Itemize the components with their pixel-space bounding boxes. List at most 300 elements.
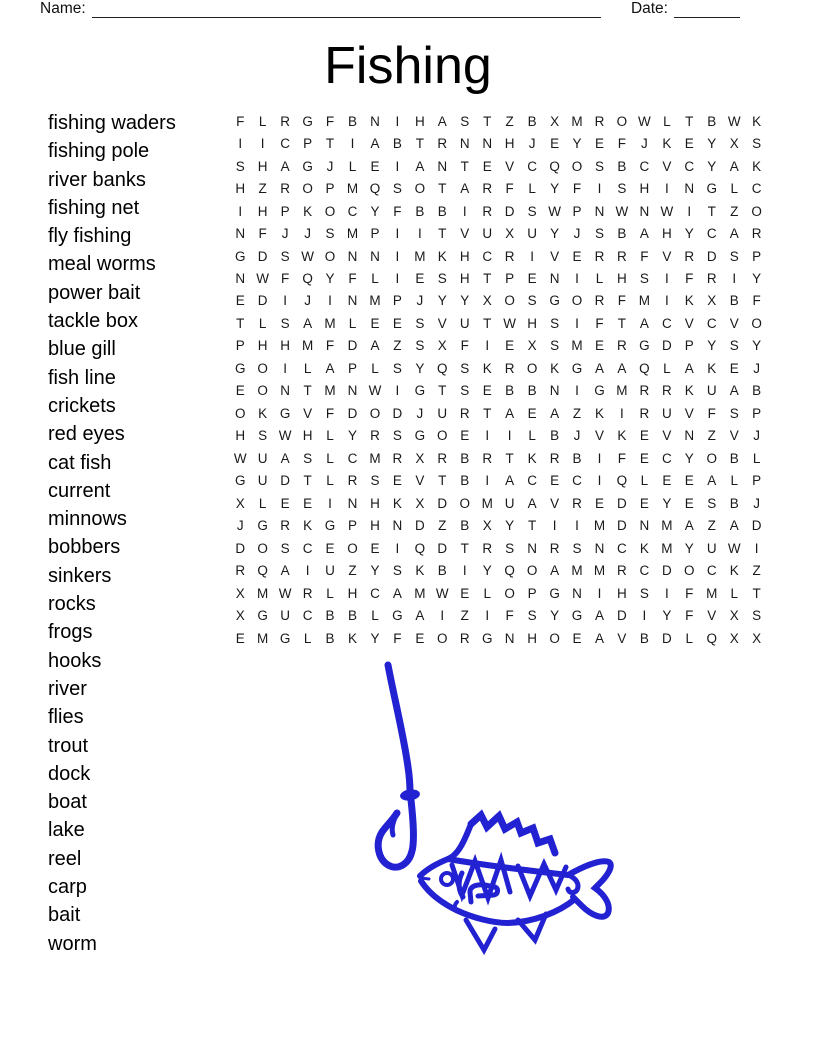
grid-letter: G <box>571 360 583 376</box>
grid-letter: Y <box>707 136 717 152</box>
grid-letter: A <box>325 360 335 376</box>
grid-letter: O <box>526 360 538 376</box>
grid-letter: V <box>662 428 672 444</box>
grid-letter: C <box>527 158 537 174</box>
grid-letter: F <box>505 181 514 197</box>
grid-letter: B <box>460 450 470 466</box>
grid-letter: N <box>347 293 358 309</box>
grid-letter: C <box>347 203 358 219</box>
grid-letter: A <box>594 608 604 624</box>
grid-letter: I <box>395 248 400 264</box>
grid-letter: A <box>370 136 380 152</box>
grid-letter: G <box>639 338 650 354</box>
grid-letter: K <box>258 405 268 421</box>
grid-letter: D <box>504 203 515 219</box>
grid-letter: J <box>281 226 289 242</box>
grid-letter: R <box>370 428 380 444</box>
grid-letter: O <box>616 113 628 129</box>
grid-letter: B <box>505 383 515 399</box>
grid-letter: K <box>392 495 402 511</box>
word-list-item: cat fish <box>48 451 112 474</box>
grid-letter: B <box>752 383 762 399</box>
grid-letter: F <box>685 585 694 601</box>
word-list <box>48 109 228 958</box>
grid-letter: I <box>485 473 490 489</box>
grid-letter: I <box>260 136 265 152</box>
grid-letter: E <box>415 271 425 287</box>
grid-letter: C <box>572 473 582 489</box>
grid-letter: I <box>395 271 400 287</box>
grid-letter: I <box>395 383 400 399</box>
grid-letter: A <box>707 473 717 489</box>
grid-letter: B <box>527 383 537 399</box>
grid-letter: M <box>661 518 673 534</box>
grid-letter: I <box>575 271 579 287</box>
grid-letter: S <box>325 226 335 242</box>
grid-letter: I <box>597 450 602 466</box>
grid-letter: A <box>729 158 739 174</box>
grid-letter: D <box>661 563 672 579</box>
grid-letter: N <box>437 158 448 174</box>
grid-letter: D <box>392 405 403 421</box>
grid-letter: V <box>662 248 672 264</box>
grid-letter: H <box>617 271 627 287</box>
grid-letter: S <box>527 293 537 309</box>
grid-letter: B <box>347 608 357 624</box>
grid-letter: F <box>595 315 604 331</box>
grid-letter: P <box>370 226 380 242</box>
grid-letter: R <box>280 181 290 197</box>
grid-letter: S <box>392 428 402 444</box>
grid-letter: G <box>234 360 246 376</box>
grid-letter: K <box>752 158 762 174</box>
grid-letter: M <box>324 315 336 331</box>
grid-letter: D <box>347 405 358 421</box>
grid-letter: Y <box>370 203 380 219</box>
grid-letter: L <box>483 585 491 601</box>
grid-letter: T <box>415 136 424 152</box>
grid-letter: O <box>257 360 268 376</box>
name-blank-line[interactable] <box>92 2 601 18</box>
grid-letter: M <box>638 293 650 309</box>
grid-letter: E <box>505 338 515 354</box>
grid-letter: E <box>550 473 560 489</box>
grid-letter: M <box>414 585 426 601</box>
word-list-item: bait <box>48 904 81 927</box>
grid-letter: E <box>527 405 537 421</box>
grid-letter: W <box>638 113 651 129</box>
grid-letter: H <box>235 181 246 197</box>
grid-letter: L <box>258 315 267 331</box>
grid-letter: E <box>370 315 380 331</box>
grid-letter: E <box>639 450 649 466</box>
grid-letter: T <box>505 450 514 466</box>
grid-letter: I <box>507 428 512 444</box>
grid-letter: Q <box>639 360 650 376</box>
fish-icon <box>420 815 611 950</box>
grid-letter: G <box>594 383 605 399</box>
grid-letter: C <box>639 563 650 579</box>
grid-letter: S <box>280 540 290 556</box>
grid-letter: A <box>617 360 627 376</box>
grid-letter: W <box>503 315 517 331</box>
grid-letter: A <box>684 518 694 534</box>
grid-letter: F <box>281 271 290 287</box>
grid-letter: E <box>325 540 335 556</box>
grid-letter: Z <box>348 563 357 579</box>
word-list-item: rocks <box>48 593 96 616</box>
grid-letter: L <box>730 585 738 601</box>
grid-letter: T <box>483 271 492 287</box>
grid-letter: A <box>550 563 560 579</box>
grid-letter: B <box>347 113 357 129</box>
grid-letter: J <box>416 405 424 421</box>
grid-letter: S <box>527 203 537 219</box>
grid-letter: V <box>415 473 425 489</box>
grid-letter: F <box>460 338 469 354</box>
grid-letter: C <box>617 540 627 556</box>
grid-letter: H <box>280 338 290 354</box>
grid-letter: R <box>617 248 627 264</box>
grid-letter: U <box>459 315 470 331</box>
grid-letter: B <box>729 450 739 466</box>
grid-letter: I <box>395 158 400 174</box>
grid-letter: Q <box>414 540 426 556</box>
grid-letter: K <box>684 293 694 309</box>
grid-letter: J <box>304 226 311 242</box>
grid-letter: U <box>325 563 335 579</box>
grid-letter: J <box>528 136 536 152</box>
grid-letter: S <box>639 585 649 601</box>
grid-letter: D <box>280 473 290 489</box>
grid-letter: C <box>661 315 672 331</box>
grid-letter: A <box>639 315 649 331</box>
grid-letter: H <box>257 338 268 354</box>
word-list-item: worm <box>48 932 97 955</box>
grid-letter: I <box>754 540 759 556</box>
grid-letter: X <box>550 113 560 129</box>
grid-letter: F <box>348 271 357 287</box>
grid-letter: Z <box>707 518 716 534</box>
grid-letter: M <box>369 450 381 466</box>
grid-letter: O <box>504 293 515 309</box>
grid-letter: A <box>729 383 739 399</box>
grid-letter: E <box>662 473 672 489</box>
grid-letter: M <box>616 383 628 399</box>
grid-letter: K <box>415 563 425 579</box>
word-list-item: current <box>48 479 111 502</box>
grid-letter: O <box>302 181 313 197</box>
grid-letter: M <box>593 563 606 579</box>
grid-letter: M <box>301 338 314 354</box>
grid-letter: D <box>617 518 627 534</box>
grid-letter: W <box>233 450 247 466</box>
grid-letter: M <box>324 383 336 399</box>
grid-letter: E <box>684 136 694 152</box>
grid-letter: H <box>347 585 358 601</box>
grid-letter: V <box>550 495 560 511</box>
grid-letter: X <box>482 293 492 309</box>
grid-letter: E <box>303 495 313 511</box>
grid-letter: L <box>326 473 334 489</box>
grid-letter: S <box>729 338 739 354</box>
grid-letter: A <box>370 338 380 354</box>
grid-letter: A <box>639 226 649 242</box>
grid-letter: R <box>504 248 515 264</box>
grid-letter: T <box>460 158 469 174</box>
grid-letter: S <box>572 540 582 556</box>
grid-letter: K <box>482 360 492 376</box>
grid-letter: F <box>258 226 267 242</box>
grid-letter: E <box>639 495 649 511</box>
grid-letter: L <box>326 428 334 444</box>
grid-letter: E <box>639 428 649 444</box>
grid-letter: D <box>706 248 717 264</box>
grid-letter: C <box>482 248 493 264</box>
grid-letter: T <box>438 383 447 399</box>
grid-letter: R <box>706 271 717 287</box>
grid-letter: C <box>661 450 672 466</box>
grid-letter: B <box>325 630 335 646</box>
word-list-item: power bait <box>48 281 141 304</box>
grid-letter: E <box>482 383 492 399</box>
grid-letter: J <box>326 158 334 174</box>
grid-letter: R <box>684 248 695 264</box>
grid-letter: G <box>324 518 336 534</box>
grid-letter: J <box>416 293 424 309</box>
grid-letter: F <box>707 405 716 421</box>
grid-letter: K <box>347 630 357 646</box>
word-list-item: dock <box>48 762 91 785</box>
grid-letter: N <box>347 495 358 511</box>
grid-letter: Y <box>505 518 515 534</box>
grid-letter: Z <box>258 181 267 197</box>
grid-letter: P <box>392 293 402 309</box>
word-list-item: meal worms <box>48 253 156 276</box>
grid-letter: F <box>505 608 514 624</box>
grid-letter: L <box>371 271 379 287</box>
grid-letter: Q <box>549 158 560 174</box>
grid-letter: A <box>280 563 290 579</box>
grid-letter: I <box>305 563 310 579</box>
grid-letter: V <box>729 428 739 444</box>
grid-letter: S <box>594 226 604 242</box>
grid-letter: M <box>571 338 583 354</box>
grid-letter: D <box>751 518 762 534</box>
grid-letter: B <box>707 113 717 129</box>
grid-letter: I <box>620 405 624 421</box>
grid-letter: L <box>371 360 379 376</box>
grid-letter: M <box>571 563 583 579</box>
grid-letter: E <box>482 158 492 174</box>
grid-letter: N <box>504 630 515 646</box>
grid-letter: K <box>707 360 717 376</box>
grid-letter: G <box>279 405 291 421</box>
grid-letter: V <box>505 158 515 174</box>
grid-letter: I <box>328 495 332 511</box>
grid-letter: L <box>326 585 334 601</box>
grid-letter: I <box>575 315 579 331</box>
grid-letter: G <box>279 630 291 646</box>
grid-letter: J <box>573 428 581 444</box>
grid-letter: O <box>347 540 358 556</box>
grid-letter: I <box>485 338 490 354</box>
grid-letter: Y <box>707 338 717 354</box>
grid-letter: R <box>437 450 448 466</box>
grid-letter: Y <box>752 338 762 354</box>
grid-letter: E <box>392 315 402 331</box>
grid-letter: F <box>685 271 694 287</box>
date-blank-line[interactable] <box>674 2 740 18</box>
grid-letter: L <box>258 113 267 129</box>
grid-letter: Q <box>302 271 313 287</box>
grid-letter: B <box>415 203 425 219</box>
grid-letter: G <box>706 181 717 197</box>
grid-letter: E <box>684 495 694 511</box>
grid-letter: R <box>459 405 470 421</box>
word-list-item: red eyes <box>48 423 125 446</box>
grid-letter: H <box>459 271 470 287</box>
grid-letter: S <box>729 405 739 421</box>
grid-letter: N <box>684 181 695 197</box>
grid-letter: C <box>706 226 717 242</box>
grid-letter: I <box>552 518 557 534</box>
grid-letter: F <box>617 136 627 152</box>
grid-letter: I <box>575 383 579 399</box>
grid-letter: U <box>661 405 672 421</box>
grid-letter: B <box>437 203 447 219</box>
grid-letter: Q <box>504 563 515 579</box>
grid-letter: Y <box>550 226 560 242</box>
grid-letter: N <box>684 428 695 444</box>
grid-letter: H <box>370 495 380 511</box>
grid-letter: T <box>303 383 312 399</box>
grid-letter: A <box>415 608 425 624</box>
grid-letter: A <box>527 495 537 511</box>
word-list-item: fish line <box>48 366 116 389</box>
page-title: Fishing <box>324 37 492 95</box>
grid-letter: I <box>664 181 669 197</box>
grid-letter: S <box>594 158 604 174</box>
grid-letter: Y <box>550 181 560 197</box>
grid-letter: S <box>258 428 268 444</box>
word-list-item: fishing pole <box>48 140 150 163</box>
letter-grid <box>229 110 768 649</box>
grid-letter: R <box>661 383 672 399</box>
grid-letter: E <box>235 630 245 646</box>
grid-letter: Z <box>572 405 582 421</box>
grid-letter: I <box>395 113 400 129</box>
grid-letter: Q <box>257 563 268 579</box>
grid-letter: A <box>505 405 515 421</box>
grid-letter: Z <box>752 563 761 579</box>
grid-letter: N <box>347 248 358 264</box>
grid-letter: C <box>302 540 313 556</box>
grid-letter: L <box>303 630 312 646</box>
grid-letter: Y <box>482 563 492 579</box>
grid-letter: D <box>257 293 268 309</box>
grid-letter: G <box>302 113 313 129</box>
grid-letter: B <box>325 608 335 624</box>
grid-letter: L <box>663 113 671 129</box>
grid-letter: U <box>437 405 448 421</box>
grid-letter: A <box>505 473 515 489</box>
grid-letter: X <box>752 630 762 646</box>
grid-letter: N <box>370 248 380 264</box>
word-list-item: river banks <box>48 168 146 191</box>
grid-letter: H <box>661 226 672 242</box>
grid-letter: N <box>347 383 358 399</box>
grid-letter: P <box>752 473 762 489</box>
grid-letter: O <box>257 383 268 399</box>
grid-letter: S <box>280 315 290 331</box>
grid-letter: A <box>437 113 447 129</box>
grid-letter: P <box>684 338 694 354</box>
grid-letter: I <box>485 608 490 624</box>
grid-letter: P <box>572 203 582 219</box>
grid-letter: E <box>594 495 604 511</box>
grid-letter: C <box>527 473 537 489</box>
grid-letter: O <box>571 158 583 174</box>
grid-letter: F <box>325 338 335 354</box>
grid-letter: O <box>324 203 336 219</box>
grid-letter: I <box>395 226 400 242</box>
grid-letter: R <box>594 113 605 129</box>
grid-letter: C <box>280 136 290 152</box>
grid-letter: Y <box>572 136 582 152</box>
grid-letter: I <box>687 203 692 219</box>
grid-letter: Y <box>437 293 447 309</box>
grid-letter: R <box>280 113 290 129</box>
grid-letter: T <box>438 226 447 242</box>
grid-letter: Q <box>437 360 448 376</box>
grid-letter: O <box>684 563 695 579</box>
grid-letter: H <box>617 585 627 601</box>
grid-letter: Y <box>415 360 425 376</box>
grid-letter: E <box>415 630 425 646</box>
grid-letter: W <box>368 383 382 399</box>
grid-letter: A <box>460 181 470 197</box>
grid-letter: J <box>304 293 311 309</box>
grid-letter: M <box>346 181 359 197</box>
grid-letter: I <box>283 293 288 309</box>
grid-letter: S <box>437 271 447 287</box>
grid-letter: J <box>753 495 761 511</box>
grid-letter: P <box>303 136 313 152</box>
grid-letter: P <box>347 360 357 376</box>
grid-letter: P <box>505 271 515 287</box>
grid-letter: E <box>235 383 245 399</box>
grid-letter: Y <box>370 630 380 646</box>
word-list-item: flies <box>48 706 84 729</box>
grid-letter: S <box>280 248 290 264</box>
grid-letter: L <box>326 450 334 466</box>
grid-letter: S <box>392 563 402 579</box>
grid-letter: Y <box>752 271 762 287</box>
grid-letter: G <box>234 473 246 489</box>
grid-letter: I <box>732 271 737 287</box>
grid-letter: D <box>235 540 246 556</box>
grid-letter: E <box>729 360 739 376</box>
grid-letter: K <box>437 248 447 264</box>
grid-letter: W <box>727 540 741 556</box>
grid-letter: C <box>751 181 762 197</box>
grid-letter: H <box>414 113 425 129</box>
grid-letter: W <box>615 203 629 219</box>
word-list-item: minnows <box>48 508 127 531</box>
grid-letter: W <box>435 585 449 601</box>
grid-letter: K <box>639 540 649 556</box>
